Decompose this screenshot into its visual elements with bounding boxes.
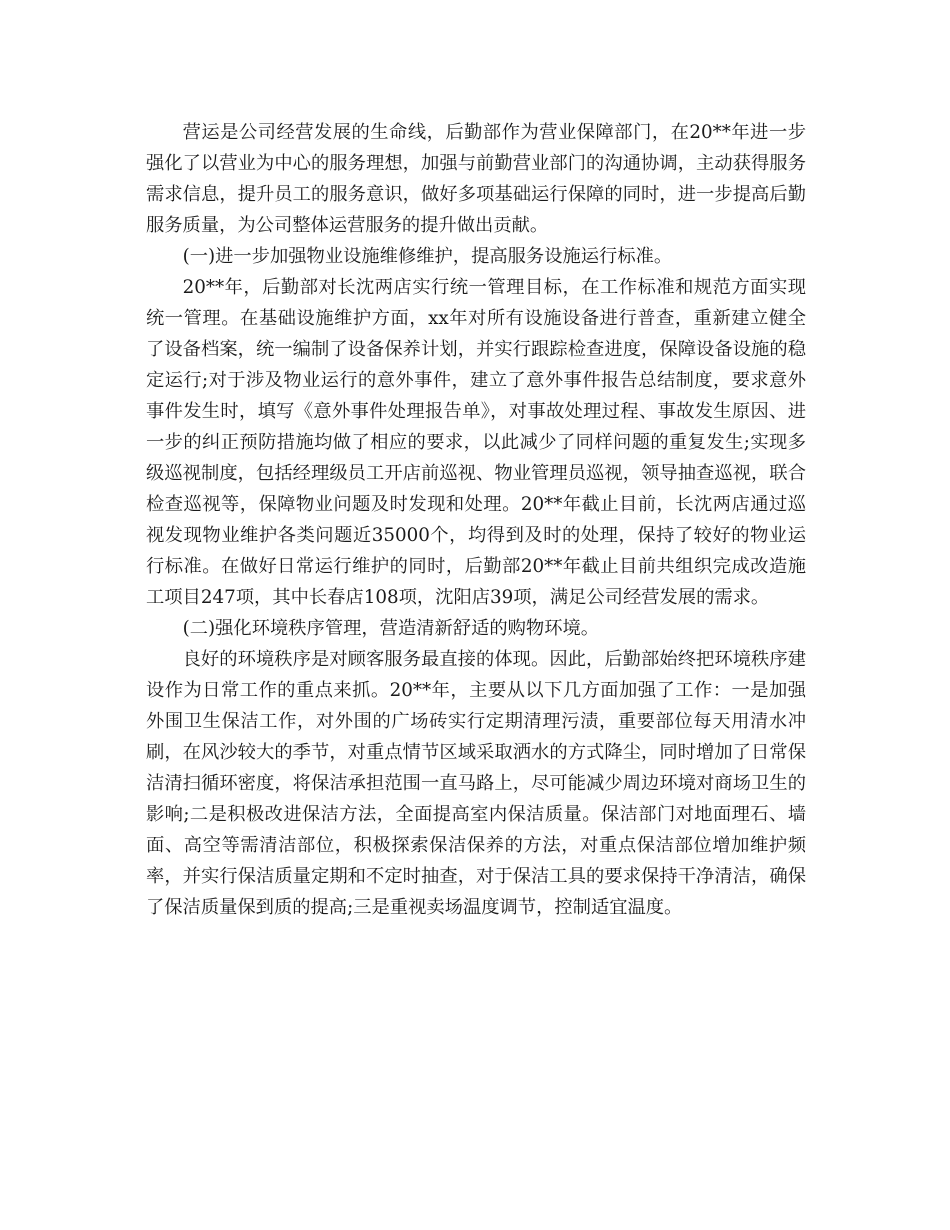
section-heading-2: (二)强化环境秩序管理，营造清新舒适的购物环境。 <box>182 618 600 639</box>
document-body <box>146 117 806 923</box>
section-heading-1: (一)进一步加强物业设施维修维护，提高服务设施运行标准。 <box>182 246 673 267</box>
paragraph-facilities: 20**年，后勤部对长沈两店实行统一管理目标，在工作标准和规范方面实现统一管理。在基础设施维护方面，xx年对所有设施设备进行普查，重新建立健全了设备档案，统一编制了设备保养计划，并实行跟踪检查进度，保障设备设施的稳定运行;对于涉及物业运行的意外事件，建立了意外事件报告总结制度，要求意外事件发生时，填写《意外事件处理报告单》，对事故处理过程、事故发生原因、进一步的纠正预防措施均做了相应的要求，以此减少了同样问题的重复发生;实现多级巡视制度，包括经理级员工开店前巡视、物业管理员巡视，领导抽查巡视，联合检查巡视等，保障物业问题及时发现和处理。20**年截止目前，长沈两店通过巡视发现物业维护各类问题近35000个，均得到及时的处理，保持了较好的物业运行标准。在做好日常运行维护的同时，后勤部20**年截止目前共组织完成改造施工项目247项，其中长春店108项，沈阳店39项，满足公司经营发展的需求。 <box>146 277 806 608</box>
paragraph-environment: 良好的环境秩序是对顾客服务最直接的体现。因此，后勤部始终把环境秩序建设作为日常工作的重点来抓。20**年，主要从以下几方面加强了工作：一是加强外围卫生保洁工作，对外围的广场砖实行定期清理污渍，重要部位每天用清水冲刷，在风沙较大的季节，对重点情节区域采取洒水的方式降尘，同时增加了日常保洁清扫循环密度，将保洁承担范围一直马路上，尽可能减少周边环境对商场卫生的影响;二是积极改进保洁方法，全面提高室内保洁质量。保洁部门对地面理石、墙面、高空等需清洁部位，积极探索保洁保养的方法，对重点保洁部位增加维护频率，并实行保洁质量定期和不定时抽查，对于保洁工具的要求保持干净清洁，确保了保洁质量保到质的提高;三是重视卖场温度调节，控制适宜温度。 <box>146 649 806 918</box>
paragraph-intro: 营运是公司经营发展的生命线，后勤部作为营业保障部门，在20**年进一步强化了以营业为中心的服务理想，加强与前勤营业部门的沟通协调，主动获得服务需求信息，提升员工的服务意识，做好多项基础运行保障的同时，进一步提高后勤服务质量，为公司整体运营服务的提升做出贡献。 <box>146 122 806 236</box>
